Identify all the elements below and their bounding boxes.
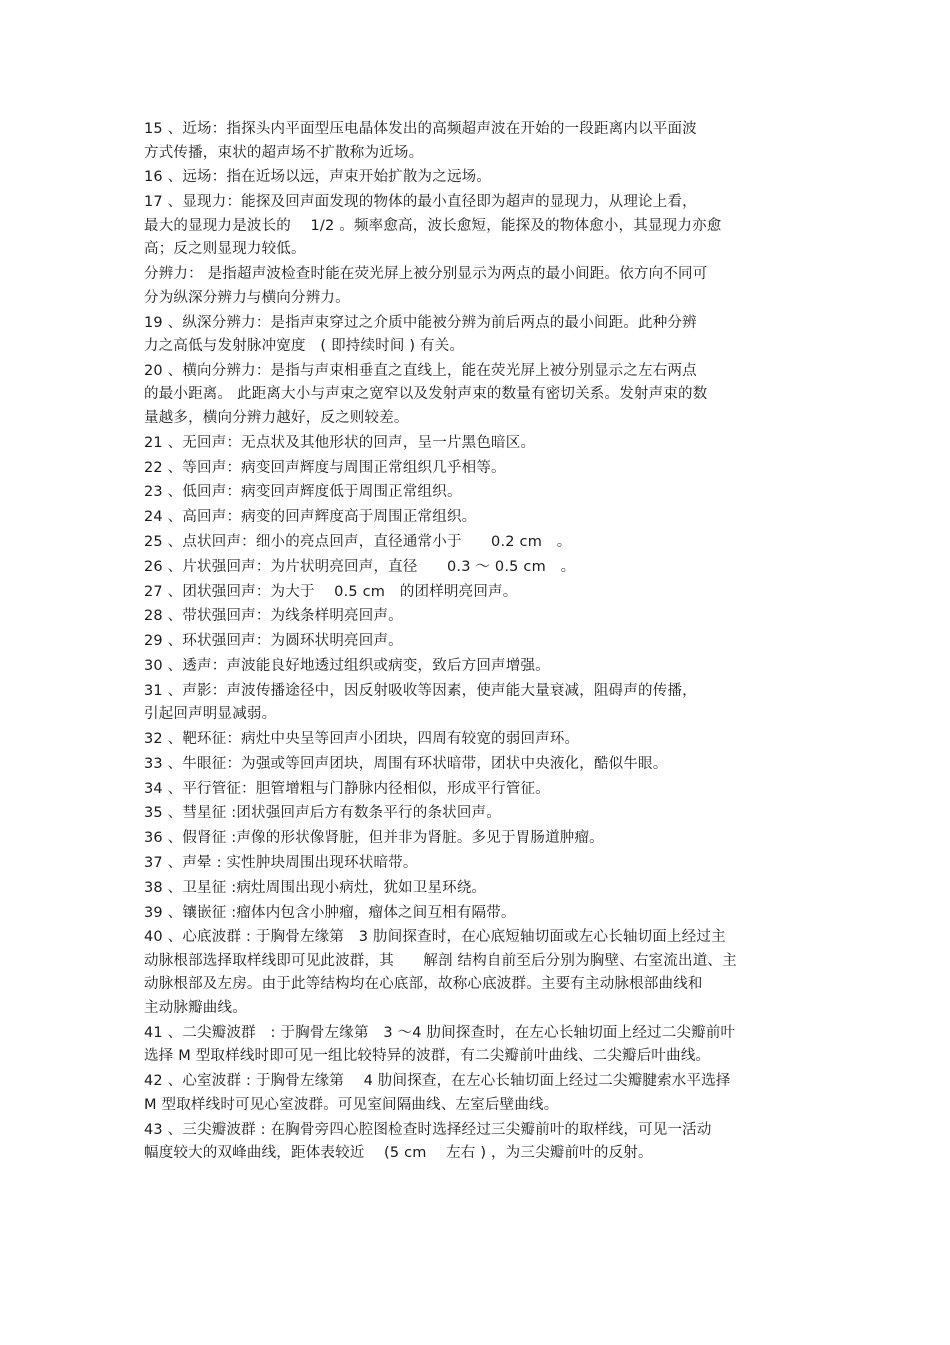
text-line: 分辨力： 是指超声波检查时能在荧光屏上被分别显示为两点的最小间距。依方向不同可 [144, 266, 708, 283]
text-line: M 型取样线时可见心室波群。可见室间隔曲线、左室后壁曲线。 [144, 1096, 559, 1113]
text-line: 35 、彗星征 :团状强回声后方有数条平行的条状回声。 [144, 805, 501, 822]
text-paragraph [144, 360, 794, 431]
text-line: 31 、声影：声波传播途径中，因反射吸收等因素，使声能大量衰减，阻碍声的传播， [144, 682, 697, 699]
text-line: 幅度较大的双峰曲线，距体表较近 (5 cm 左右 ) ，为三尖瓣前叶的反射。 [144, 1145, 653, 1162]
text-paragraph [144, 1070, 794, 1117]
text-line: 引起回声明显减弱。 [144, 706, 277, 723]
document-body [144, 118, 794, 1167]
text-line: 41 、二尖瓣波群 : 于胸骨左缘第 3 ～4 肋间探查时，在左心长轴切面上经过二尖瓣前叶 [144, 1024, 736, 1041]
text-paragraph [144, 166, 794, 190]
text-line: 30 、透声：声波能良好地透过组织或病变，致后方回声增强。 [144, 657, 550, 674]
text-paragraph [144, 926, 794, 1020]
text-paragraph [144, 630, 794, 654]
text-paragraph [144, 481, 794, 505]
text-line: 43 、三尖瓣波群 : 在胸骨旁四心腔图检查时选择经过三尖瓣前叶的取样线，可见一活动 [144, 1121, 712, 1138]
text-line: 主动脉瓣曲线。 [144, 1000, 247, 1017]
text-paragraph [144, 852, 794, 876]
text-paragraph [144, 680, 794, 727]
text-line: 36 、假肾征 :声像的形状像肾脏，但并非为肾脏。多见于胃肠道肿瘤。 [144, 830, 604, 847]
text-line: 力之高低与发射脉冲宽度 ( 即持续时间 ) 有关。 [144, 338, 465, 355]
text-paragraph [144, 902, 794, 926]
text-line: 选择 M 型取样线时即可见一组比较特异的波群，有二尖瓣前叶曲线、二尖瓣后叶曲线。 [144, 1048, 711, 1065]
text-line: 17 、显现力：能探及回声面发现的物体的最小直径即为超声的显现力，从理论上看， [144, 194, 697, 211]
text-paragraph [144, 312, 794, 359]
text-paragraph [144, 531, 794, 555]
text-line: 分为纵深分辨力与横向分辨力。 [144, 289, 350, 306]
text-line: 27 、团状强回声：为大于 0.5 cm 的团样明亮回声。 [144, 583, 518, 600]
text-paragraph [144, 728, 794, 752]
text-line: 28 、带状强回声：为线条样明亮回声。 [144, 608, 403, 625]
text-line: 25 、点状回声：细小的亮点回声，直径通常小于 0.2 cm 。 [144, 533, 572, 550]
text-paragraph [144, 506, 794, 530]
text-paragraph [144, 556, 794, 580]
text-paragraph [144, 778, 794, 802]
text-line: 22 、等回声：病变回声辉度与周围正常组织几乎相等。 [144, 459, 506, 476]
text-line: 39 、镶嵌征 :瘤体内包含小肿瘤，瘤体之间互相有隔带。 [144, 904, 516, 921]
text-line: 动脉根部及左房。由于此等结构均在心底部，故称心底波群。主要有主动脉根部曲线和 [144, 976, 703, 993]
text-paragraph [144, 1119, 794, 1166]
text-paragraph [144, 432, 794, 456]
text-line: 19 、纵深分辨力：是指声束穿过之介质中能被分辨为前后两点的最小间距。此种分辨 [144, 314, 697, 331]
text-line: 21 、无回声：无点状及其他形状的回声，呈一片黑色暗区。 [144, 434, 536, 451]
text-line: 16 、远场：指在近场以远，声束开始扩散为之远场。 [144, 169, 492, 186]
text-line: 40 、心底波群 : 于胸骨左缘第 3 肋间探查时，在心底短轴切面或左心长轴切面上经过主 [144, 929, 726, 946]
text-line: 最大的显现力是波长的 1/2 。频率愈高，波长愈短，能探及的物体愈小，其显现力亦愈 [144, 217, 722, 234]
text-paragraph [144, 877, 794, 901]
text-line: 量越多，横向分辨力越好，反之则较差。 [144, 410, 409, 427]
text-paragraph [144, 827, 794, 851]
text-line: 的最小距离。 此距离大小与声束之宽窄以及发射声束的数量有密切关系。发射声束的数 [144, 386, 708, 403]
text-line: 42 、心室波群 : 于胸骨左缘第 4 肋间探查，在左心长轴切面上经过二尖瓣腱索水平选择 [144, 1073, 731, 1090]
text-paragraph [144, 191, 794, 262]
text-line: 23 、低回声：病变回声辉度低于周围正常组织。 [144, 484, 462, 501]
text-line: 38 、卫星征 :病灶周围出现小病灶，犹如卫星环绕。 [144, 879, 487, 896]
text-line: 29 、环状强回声：为圆环状明亮回声。 [144, 633, 403, 650]
text-line: 20 、横向分辨力：是指与声束相垂直之直线上，能在荧光屏上被分别显示之左右两点 [144, 362, 697, 379]
text-line: 26 、片状强回声：为片状明亮回声，直径 0.3 ～ 0.5 cm 。 [144, 558, 576, 575]
text-paragraph [144, 753, 794, 777]
text-line: 15 、近场：指探头内平面型压电晶体发出的高频超声波在开始的一段距离内以平面波 [144, 121, 697, 137]
text-paragraph [144, 802, 794, 826]
text-line: 24 、高回声：病变的回声辉度高于周围正常组织。 [144, 509, 477, 526]
text-paragraph [144, 263, 794, 310]
text-line: 高；反之则显现力较低。 [144, 241, 306, 258]
text-line: 37 、声晕 : 实性肿块周围出现环状暗带。 [144, 854, 418, 871]
text-line: 动脉根部选择取样线即可见此波群，其 解剖 结构自前至后分别为胸壁、右室流出道、主 [144, 952, 737, 969]
text-paragraph [144, 457, 794, 481]
text-paragraph [144, 605, 794, 629]
text-line: 34 、平行管征：胆管增粗与门静脉内径相似，形成平行管征。 [144, 780, 550, 797]
text-line: 33 、牛眼征：为强或等回声团块，周围有环状暗带，团状中央液化，酷似牛眼。 [144, 755, 668, 772]
text-line: 方式传播，束状的超声场不扩散称为近场。 [144, 144, 424, 161]
text-paragraph [144, 655, 794, 679]
text-line: 32 、靶环征：病灶中央呈等回声小团块，四周有较宽的弱回声环。 [144, 731, 580, 748]
text-paragraph [144, 1022, 794, 1069]
text-paragraph [144, 118, 794, 165]
text-paragraph [144, 581, 794, 605]
